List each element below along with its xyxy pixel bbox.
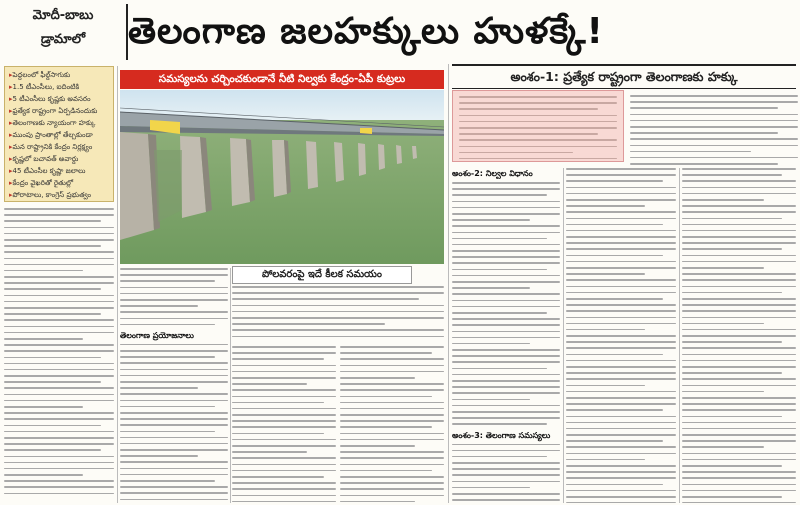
column-divider [448,64,449,503]
column-divider [679,168,680,503]
highlight-item: ▸ 45 టీఎంసీల కృష్ణా జలాలు [9,166,109,176]
body-column-4 [452,168,560,503]
dam-photo [120,90,444,264]
highlight-item: ▸ పెద్దలంలో ఫీల్డ్‌సాగుకు [9,70,109,80]
subhead-telangana-projects: తెలంగాణ ప్రయోజనాలు [120,330,194,340]
kicker-line-1: మోదీ-బాబు [32,8,94,23]
lead-paragraph-box [452,90,624,162]
highlight-item: ▸ కేంద్రం వైఖరితో రైతుల్లో [9,178,109,188]
body-column-3b [232,346,336,503]
subhead-point-2: అంశం-2: నిల్వల విధానం [452,169,533,178]
dam-illustration [120,90,444,264]
body-column-3 [232,286,444,342]
body-column-5 [566,168,676,503]
highlight-item: ▸ ముంపు ప్రాంతాల్లో తేల్చకుండా [9,130,109,140]
highlights-box [4,66,114,202]
page-headline: తెలంగాణ జలహక్కులు హుళక్కే! [128,11,604,52]
body-column-6 [682,168,796,503]
highlight-item: ▸ పోరాటాలు, కాంగ్రెస్ ప్రభుత్వం [9,190,109,200]
body-column-2 [120,268,228,503]
body-column-3c [340,346,444,503]
subhead-point-3: అంశం-3: తెలంగాణ సమస్యలు [452,430,551,440]
photo-banner: సమస్యలను చర్చించకుండానే నీటి నిల్వకు కేంద్రం-ఏపీ కుట్రలు [120,70,444,89]
highlight-item: ▸ మన రాష్ట్రానికి కేంద్రం నిర్లక్ష్యం [9,142,109,152]
column-divider [230,268,231,503]
highlight-item: ▸ 5 టీఎంసీలు కృష్ణకు అవసరం [9,94,109,104]
lead-paragraph-text [628,90,800,172]
highlight-item: ▸ తెలంగాణకు న్యాయంగా హక్కు [9,118,109,128]
kicker-line-2: డ్రామాలో [40,32,86,47]
photo-caption: పోలవరంపై ఇదే కీలక సమయం [232,266,412,284]
column-divider [117,66,118,503]
highlight-item: ▸ 1.5 టీఎంసీలు, ఐదింటికి [9,82,109,92]
column-divider [563,168,564,503]
section-heading: అంశం-1: ప్రత్యేక రాష్ట్రంగా తెలంగాణకు హక్కు [452,64,796,89]
highlight-item: ▸ కృష్ణలో బచావత్ అవార్డు [9,154,109,164]
highlight-item: ▸ ఫ్రత్యేక రాష్ట్రంగా ఏర్పడినందుకు [9,106,109,116]
body-column-1 [4,208,114,503]
headline-kicker [4,4,128,60]
